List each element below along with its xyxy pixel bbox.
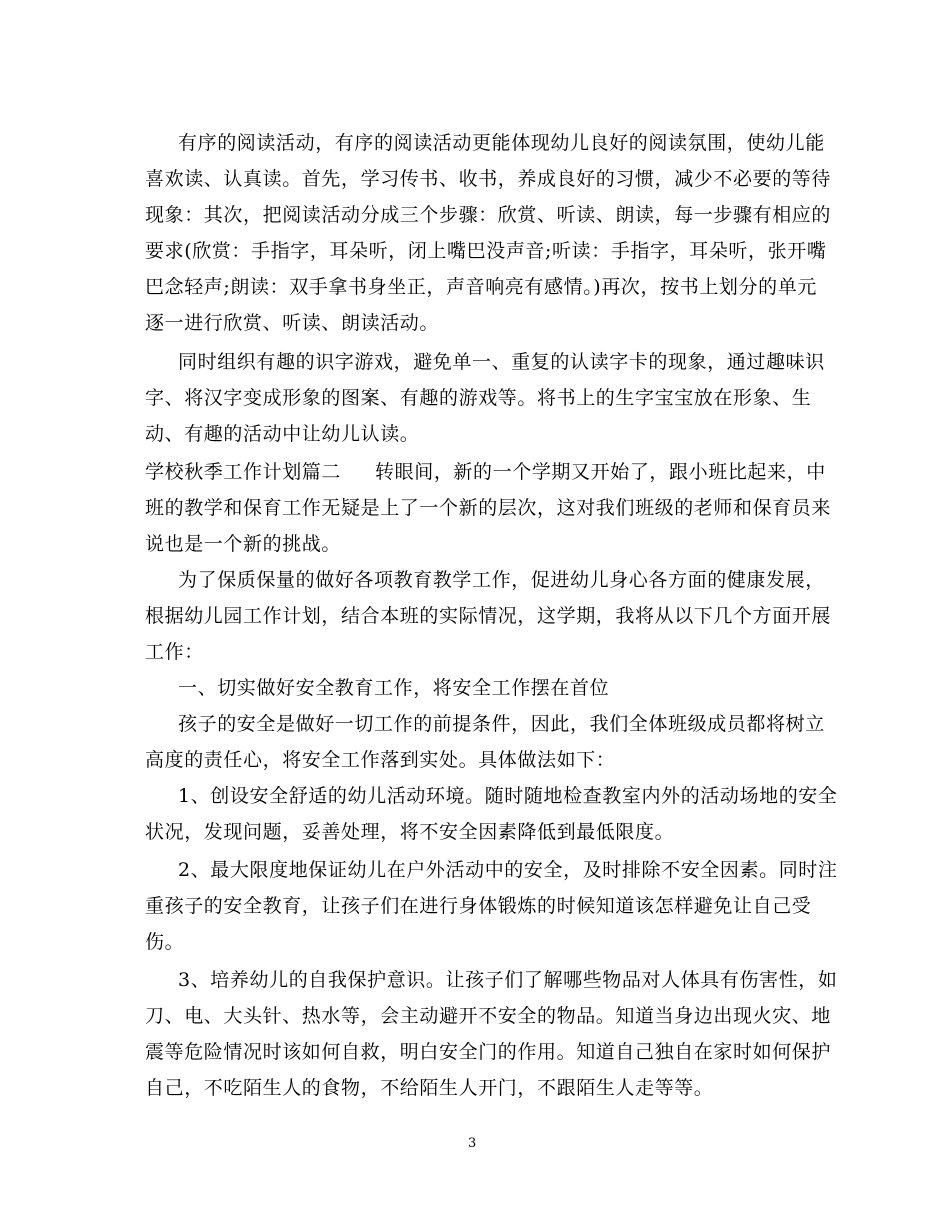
- paragraph-line: 动、有趣的活动中让幼儿认读。: [145, 423, 420, 445]
- paragraph-line: 震等危险情况时该如何自救，明白安全门的作用。知道自己独自在家时如何保护: [145, 1041, 832, 1063]
- paragraph-line: 班的教学和保育工作无疑是上了一个新的层次，这对我们班级的老师和保育员来: [145, 497, 832, 519]
- paragraph-line: 高度的责任心，将安全工作落到实处。具体做法如下：: [145, 749, 616, 771]
- paragraph-line: 根据幼儿园工作计划，结合本班的实际情况，这学期，我将从以下几个方面开展: [145, 605, 832, 627]
- paragraph-line: 重孩子的安全教育，让孩子们在进行身体锻炼的时候知道该怎样避免让自己受: [145, 895, 812, 917]
- paragraph-line: 逐一进行欣赏、听读、朗读活动。: [145, 312, 440, 334]
- paragraph-line: 喜欢读、认真读。首先，学习传书、收书，养成良好的习惯，减少不必要的等待: [145, 168, 832, 190]
- section-heading: 学校秋季工作计划篇二: [145, 461, 342, 483]
- paragraph-line: 状况，发现问题，妥善处理，将不安全因素降低到最低限度。: [145, 821, 675, 843]
- paragraph-line: 说也是一个新的挑战。: [145, 533, 342, 555]
- paragraph-line: 有序的阅读活动，有序的阅读活动更能体现幼儿良好的阅读氛围，使幼儿能: [178, 132, 825, 154]
- paragraph-text: 转眼间，新的一个学期又开始了，跟小班比起来，中: [375, 461, 826, 483]
- section-heading-line: [145, 460, 826, 484]
- paragraph-line: 2、最大限度地保证幼儿在户外活动中的安全，及时排除不安全因素。同时注: [178, 859, 838, 881]
- paragraph-line: 伤。: [145, 931, 185, 953]
- subheading-line: 一、切实做好安全教育工作，将安全工作摆在首位: [178, 677, 610, 699]
- paragraph-line: 1、创设安全舒适的幼儿活动环境。随时随地检查教室内外的活动场地的安全: [178, 785, 838, 807]
- paragraph-line: 现象：其次，把阅读活动分成三个步骤：欣赏、听读、朗读，每一步骤有相应的: [145, 204, 832, 226]
- paragraph-line: 同时组织有趣的识字游戏，避免单一、重复的认读字卡的现象，通过趣味识: [178, 351, 825, 373]
- paragraph-line: 孩子的安全是做好一切工作的前提条件，因此，我们全体班级成员都将树立: [178, 713, 825, 735]
- paragraph-line: 自己，不吃陌生人的食物，不给陌生人开门，不跟陌生人走等等。: [145, 1077, 714, 1099]
- paragraph-line: 工作：: [145, 641, 204, 663]
- paragraph-line: 字、将汉字变成形象的图案、有趣的游戏等。将书上的生字宝宝放在形象、生: [145, 387, 812, 409]
- paragraph-line: 为了保质保量的做好各项教育教学工作，促进幼儿身心各方面的健康发展，: [178, 569, 825, 591]
- paragraph-line: 要求(欣赏：手指字，耳朵听，闭上嘴巴没声音;听读：手指字，耳朵听，张开嘴: [145, 240, 827, 262]
- page-number: 3: [468, 1136, 477, 1151]
- paragraph-line: 3、培养幼儿的自我保护意识。让孩子们了解哪些物品对人体具有伤害性，如: [178, 969, 838, 991]
- paragraph-line: 刀、电、大头针、热水等，会主动避开不安全的物品。知道当身边出现火灾、地: [145, 1005, 832, 1027]
- paragraph-line: 巴念轻声;朗读：双手拿书身坐正，声音响亮有感情。)再次，按书上划分的单元: [145, 276, 817, 298]
